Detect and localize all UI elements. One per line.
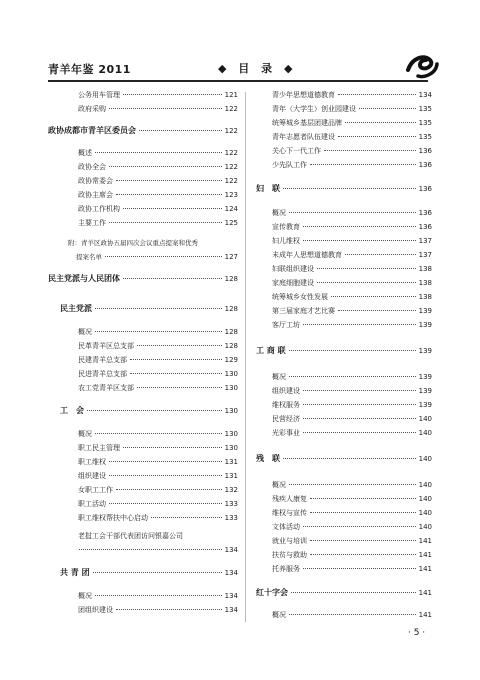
toc-entry-page: 141 bbox=[418, 537, 432, 545]
toc-entry-title: 概况 bbox=[78, 592, 92, 600]
toc-entry bbox=[48, 148, 238, 158]
toc-entry bbox=[256, 536, 432, 546]
toc-entry bbox=[256, 222, 432, 232]
toc-entry-title: 托养服务 bbox=[272, 565, 300, 573]
toc-entry-page: 136 bbox=[418, 185, 432, 193]
toc-entry bbox=[48, 457, 238, 467]
toc-entry-page: 139 bbox=[418, 347, 432, 355]
toc-entry-title: 维权与宣传 bbox=[272, 509, 307, 517]
toc-entry-title: 职工活动 bbox=[78, 500, 106, 508]
toc-entry-page: 123 bbox=[224, 191, 238, 199]
dot-leader bbox=[95, 308, 222, 309]
toc-entry bbox=[256, 372, 432, 382]
toc-entry bbox=[48, 591, 238, 601]
toc-entry-page: 137 bbox=[418, 251, 432, 259]
toc-entry bbox=[48, 406, 238, 416]
yearbook-logo bbox=[404, 48, 440, 80]
column-divider bbox=[245, 92, 246, 622]
dot-leader bbox=[79, 549, 222, 550]
toc-entry-page: 122 bbox=[224, 105, 238, 113]
dot-leader bbox=[289, 350, 416, 351]
toc-entry-title: 组织建设 bbox=[272, 387, 300, 395]
dot-leader bbox=[137, 387, 222, 388]
toc-entry-page: 122 bbox=[224, 177, 238, 185]
toc-entry bbox=[48, 327, 238, 337]
toc-entry-page: 129 bbox=[224, 356, 238, 364]
page-number: · 5 · bbox=[408, 628, 426, 638]
toc-entry bbox=[48, 252, 238, 262]
toc-entry-page: 130 bbox=[224, 407, 238, 415]
dot-leader bbox=[109, 461, 222, 462]
toc-entry-title: 红十字会 bbox=[256, 588, 288, 597]
toc-entry bbox=[256, 454, 432, 464]
dot-leader bbox=[116, 194, 222, 195]
toc-entry bbox=[256, 236, 432, 246]
dot-leader bbox=[109, 108, 222, 109]
toc-entry-title: 政协常委会 bbox=[78, 177, 113, 185]
toc-entry-title: 青年志愿者队伍建设 bbox=[272, 133, 335, 141]
toc-entry bbox=[48, 499, 238, 509]
dot-leader bbox=[93, 572, 222, 573]
toc-entry-page: 134 bbox=[224, 592, 238, 600]
dot-leader bbox=[331, 296, 416, 297]
dot-leader bbox=[130, 359, 222, 360]
dot-leader bbox=[95, 433, 222, 434]
toc-entry bbox=[256, 346, 432, 356]
toc-entry-title: 未成年人思想道德教育 bbox=[272, 251, 342, 259]
toc-entry bbox=[48, 204, 238, 214]
toc-entry-page: 130 bbox=[224, 384, 238, 392]
toc-entry-page: 141 bbox=[418, 551, 432, 559]
toc-entry bbox=[48, 126, 238, 136]
toc-entry-page: 127 bbox=[224, 253, 238, 261]
dot-leader bbox=[109, 503, 222, 504]
toc-entry bbox=[256, 184, 432, 194]
toc-entry-page: 128 bbox=[224, 342, 238, 350]
toc-entry bbox=[48, 369, 238, 379]
toc-entry-title: 公务用车管理 bbox=[78, 91, 120, 99]
toc-entry-title: 少先队工作 bbox=[272, 161, 307, 169]
dot-leader bbox=[289, 212, 416, 213]
toc-entry-title: 民主党派与人民团体 bbox=[48, 274, 120, 283]
toc-entry-page: 140 bbox=[418, 495, 432, 503]
toc-entry bbox=[48, 341, 238, 351]
dot-leader bbox=[109, 475, 222, 476]
toc-entry-page: 132 bbox=[224, 486, 238, 494]
dot-leader bbox=[303, 324, 416, 325]
toc-entry bbox=[48, 513, 238, 523]
toc-entry-page: 136 bbox=[418, 223, 432, 231]
toc-entry-title: 概况 bbox=[272, 481, 286, 489]
toc-entry-title: 概况 bbox=[272, 209, 286, 217]
toc-entry-title: 青少年思想道德教育 bbox=[272, 91, 335, 99]
toc-entry-title: 民主党派 bbox=[60, 304, 92, 313]
toc-entry-title: 残 联 bbox=[256, 454, 280, 463]
toc-entry bbox=[48, 485, 238, 495]
toc-entry bbox=[256, 522, 432, 532]
dot-leader bbox=[130, 373, 222, 374]
dot-leader bbox=[95, 331, 222, 332]
toc-entry-page: 140 bbox=[418, 455, 432, 463]
toc-entry bbox=[48, 190, 238, 200]
toc-entry-title: 统筹城乡女性发展 bbox=[272, 293, 328, 301]
dot-leader bbox=[310, 540, 416, 541]
toc-entry-page: 135 bbox=[418, 119, 432, 127]
dot-leader bbox=[291, 592, 416, 593]
dot-leader bbox=[303, 418, 416, 419]
toc-entry bbox=[256, 250, 432, 260]
toc-entry-page: 138 bbox=[418, 279, 432, 287]
toc-entry-title: 女职工工作 bbox=[78, 486, 113, 494]
toc-entry-title: 政府采购 bbox=[78, 105, 106, 113]
toc-entry-page: 128 bbox=[224, 328, 238, 336]
dot-leader bbox=[95, 595, 222, 596]
dot-leader bbox=[289, 376, 416, 377]
dot-leader bbox=[123, 447, 222, 448]
dot-leader bbox=[109, 166, 222, 167]
dot-leader bbox=[116, 489, 222, 490]
toc-entry-page: 140 bbox=[418, 481, 432, 489]
toc-entry bbox=[256, 588, 432, 598]
toc-entry-page: 131 bbox=[224, 472, 238, 480]
toc-entry-title: 工 商 联 bbox=[256, 346, 286, 355]
toc-entry-page: 137 bbox=[418, 237, 432, 245]
dot-leader bbox=[283, 458, 416, 459]
toc-entry-page: 141 bbox=[418, 589, 432, 597]
toc-entry bbox=[256, 480, 432, 490]
dot-leader bbox=[310, 512, 416, 513]
toc-entry bbox=[256, 610, 432, 620]
toc-entry-title: 职工维权 bbox=[78, 458, 106, 466]
toc-entry-page: 140 bbox=[418, 415, 432, 423]
dot-leader bbox=[123, 208, 222, 209]
toc-entry-title: 关心下一代工作 bbox=[272, 147, 321, 155]
toc-entry-title: 附：青羊区政协五届四次会议重点提案和优秀 bbox=[68, 239, 198, 247]
dot-leader bbox=[289, 484, 416, 485]
dot-leader bbox=[303, 526, 416, 527]
page-header bbox=[48, 58, 428, 80]
header-rule bbox=[48, 80, 428, 82]
dot-leader bbox=[345, 254, 416, 255]
toc-entry-page: 136 bbox=[418, 209, 432, 217]
toc-entry bbox=[256, 132, 432, 142]
toc-entry-title: 政协全会 bbox=[78, 163, 106, 171]
dot-leader bbox=[109, 222, 222, 223]
toc-entry-page: 125 bbox=[224, 219, 238, 227]
dot-leader bbox=[116, 180, 222, 181]
toc-entry-title: 共 青 团 bbox=[60, 568, 90, 577]
toc-entry-title: 文体活动 bbox=[272, 523, 300, 531]
toc-entry-title: 职工维权帮扶中心启动 bbox=[78, 514, 148, 522]
dot-leader bbox=[303, 226, 416, 227]
toc-entry-title: 政协主席会 bbox=[78, 191, 113, 199]
toc-entry-page: 135 bbox=[418, 105, 432, 113]
toc-entry-page: 135 bbox=[418, 133, 432, 141]
dot-leader bbox=[303, 568, 416, 569]
toc-entry bbox=[48, 471, 238, 481]
toc-entry-title: 概况 bbox=[272, 373, 286, 381]
toc-entry-title: 概况 bbox=[272, 611, 286, 619]
toc-entry-page: 131 bbox=[224, 458, 238, 466]
toc-entry bbox=[48, 443, 238, 453]
toc-entry-page: 128 bbox=[224, 275, 238, 283]
toc-entry-title: 维权服务 bbox=[272, 401, 300, 409]
dot-leader bbox=[116, 609, 222, 610]
toc-entry-title: 民革青羊区总支部 bbox=[78, 342, 134, 350]
dot-leader bbox=[317, 282, 416, 283]
dot-leader bbox=[317, 268, 416, 269]
dot-leader bbox=[324, 150, 416, 151]
dot-leader bbox=[139, 130, 222, 131]
dot-leader bbox=[338, 136, 416, 137]
dot-leader bbox=[289, 614, 416, 615]
toc-entry bbox=[48, 429, 238, 439]
toc-entry-title: 妇 联 bbox=[256, 184, 280, 193]
toc-entry bbox=[48, 568, 238, 578]
dot-leader bbox=[338, 310, 416, 311]
toc-entry-page: 141 bbox=[418, 611, 432, 619]
toc-entry-title: 第三届家庭才艺比赛 bbox=[272, 307, 335, 315]
toc-entry-title: 光彩事业 bbox=[272, 429, 300, 437]
dot-leader bbox=[95, 152, 222, 153]
toc-entry-title: 妇联组织建设 bbox=[272, 265, 314, 273]
toc-entry-title: 残疾人康复 bbox=[272, 495, 307, 503]
toc-entry bbox=[48, 218, 238, 228]
toc-entry-page: 130 bbox=[224, 444, 238, 452]
toc-entry bbox=[48, 304, 238, 314]
toc-entry-title: 政协成都市青羊区委员会 bbox=[48, 126, 136, 135]
dot-leader bbox=[151, 517, 222, 518]
dot-leader bbox=[359, 108, 416, 109]
toc-entry-page: 133 bbox=[224, 500, 238, 508]
toc-entry-title: 团组织建设 bbox=[78, 606, 113, 614]
toc-entry-page: 138 bbox=[418, 293, 432, 301]
toc-entry bbox=[48, 355, 238, 365]
toc-entry-title: 客厅工坊 bbox=[272, 321, 300, 329]
toc-entry bbox=[256, 564, 432, 574]
toc-entry bbox=[256, 118, 432, 128]
toc-entry-title: 概述 bbox=[78, 149, 92, 157]
toc-entry-title: 青年（大学生）创业园建设 bbox=[272, 105, 356, 113]
toc-entry-page: 140 bbox=[418, 523, 432, 531]
dot-leader bbox=[338, 94, 416, 95]
toc-entry-page: 140 bbox=[418, 509, 432, 517]
toc-entry bbox=[256, 104, 432, 114]
toc-entry-page: 134 bbox=[224, 606, 238, 614]
toc-entry bbox=[48, 531, 238, 541]
toc-entry bbox=[256, 386, 432, 396]
toc-entry-title: 老挝工会干部代表团访问银嘉公司 bbox=[78, 532, 183, 540]
toc-entry bbox=[256, 278, 432, 288]
toc-entry-page: 133 bbox=[224, 514, 238, 522]
toc-entry bbox=[256, 320, 432, 330]
toc-entry bbox=[256, 508, 432, 518]
dot-leader bbox=[310, 498, 416, 499]
toc-entry-page: 122 bbox=[224, 127, 238, 135]
toc-entry-page: 139 bbox=[418, 321, 432, 329]
dot-leader bbox=[310, 164, 416, 165]
toc-entry bbox=[256, 208, 432, 218]
toc-entry-page: 124 bbox=[224, 205, 238, 213]
toc-entry-title: 扶贫与救助 bbox=[272, 551, 307, 559]
toc-entry-title: 宣传教育 bbox=[272, 223, 300, 231]
toc-entry-title: 民建青羊总支部 bbox=[78, 356, 127, 364]
dot-leader bbox=[283, 188, 416, 189]
toc-entry-page: 141 bbox=[418, 565, 432, 573]
toc-entry bbox=[48, 605, 238, 615]
toc-entry bbox=[256, 160, 432, 170]
toc-entry-page: 136 bbox=[418, 147, 432, 155]
toc-entry bbox=[256, 146, 432, 156]
toc-entry-title: 组织建设 bbox=[78, 472, 106, 480]
book-title: 青羊年鉴 2011 bbox=[48, 63, 131, 76]
toc-entry-title: 概况 bbox=[78, 430, 92, 438]
toc-entry bbox=[256, 264, 432, 274]
toc-entry bbox=[48, 162, 238, 172]
toc-entry-page: 130 bbox=[224, 370, 238, 378]
toc-entry-title: 统筹城乡基层团建品牌 bbox=[272, 119, 342, 127]
toc-entry-page: 139 bbox=[418, 373, 432, 381]
dot-leader bbox=[303, 432, 416, 433]
toc-entry bbox=[256, 550, 432, 560]
toc-entry bbox=[48, 90, 238, 100]
toc-entry bbox=[48, 238, 238, 248]
dot-leader bbox=[105, 256, 222, 257]
toc-entry-title: 工 会 bbox=[60, 406, 84, 415]
dot-leader bbox=[137, 345, 222, 346]
toc-entry-title: 农工党青羊区支部 bbox=[78, 384, 134, 392]
toc-entry-title: 政协工作机构 bbox=[78, 205, 120, 213]
toc-entry-page: 139 bbox=[418, 387, 432, 395]
toc-entry-page: 138 bbox=[418, 265, 432, 273]
dot-leader bbox=[345, 122, 416, 123]
dot-leader bbox=[303, 240, 416, 241]
toc-entry-page: 122 bbox=[224, 163, 238, 171]
toc-entry-page: 134 bbox=[224, 569, 238, 577]
toc-entry bbox=[256, 90, 432, 100]
toc-entry bbox=[256, 292, 432, 302]
toc-entry bbox=[256, 414, 432, 424]
toc-entry-title: 主要工作 bbox=[78, 219, 106, 227]
dot-leader bbox=[310, 554, 416, 555]
toc-entry-page: 121 bbox=[224, 91, 238, 99]
toc-entry-page: 128 bbox=[224, 305, 238, 313]
toc-entry-page: 134 bbox=[224, 546, 238, 554]
dot-leader bbox=[303, 390, 416, 391]
toc-entry-page: 139 bbox=[418, 307, 432, 315]
toc-entry bbox=[48, 545, 238, 555]
toc-entry bbox=[48, 176, 238, 186]
toc-entry-page: 122 bbox=[224, 149, 238, 157]
dot-leader bbox=[303, 404, 416, 405]
toc-entry-title: 职工民主管理 bbox=[78, 444, 120, 452]
toc-entry bbox=[256, 400, 432, 410]
toc-entry bbox=[256, 494, 432, 504]
toc-entry-title: 就业与培训 bbox=[272, 537, 307, 545]
toc-entry-title: 概况 bbox=[78, 328, 92, 336]
toc-entry-page: 140 bbox=[418, 429, 432, 437]
toc-entry bbox=[48, 383, 238, 393]
toc-entry-page: 136 bbox=[418, 161, 432, 169]
dot-leader bbox=[123, 94, 222, 95]
toc-heading: ◆ 目 录 ◆ bbox=[218, 62, 297, 75]
toc-entry-title: 家庭细胞建设 bbox=[272, 279, 314, 287]
toc-entry bbox=[256, 306, 432, 316]
toc-entry bbox=[256, 428, 432, 438]
toc-entry-page: 139 bbox=[418, 401, 432, 409]
toc-entry-page: 134 bbox=[418, 91, 432, 99]
toc-entry-title: 民营经济 bbox=[272, 415, 300, 423]
toc-entry-title: 妇儿维权 bbox=[272, 237, 300, 245]
toc-entry bbox=[48, 274, 238, 284]
toc-entry-title: 提案名单 bbox=[76, 253, 102, 261]
dot-leader bbox=[123, 278, 222, 279]
dot-leader bbox=[87, 410, 222, 411]
toc-entry-page: 130 bbox=[224, 430, 238, 438]
toc-entry bbox=[48, 104, 238, 114]
toc-entry-title: 民进青羊总支部 bbox=[78, 370, 127, 378]
